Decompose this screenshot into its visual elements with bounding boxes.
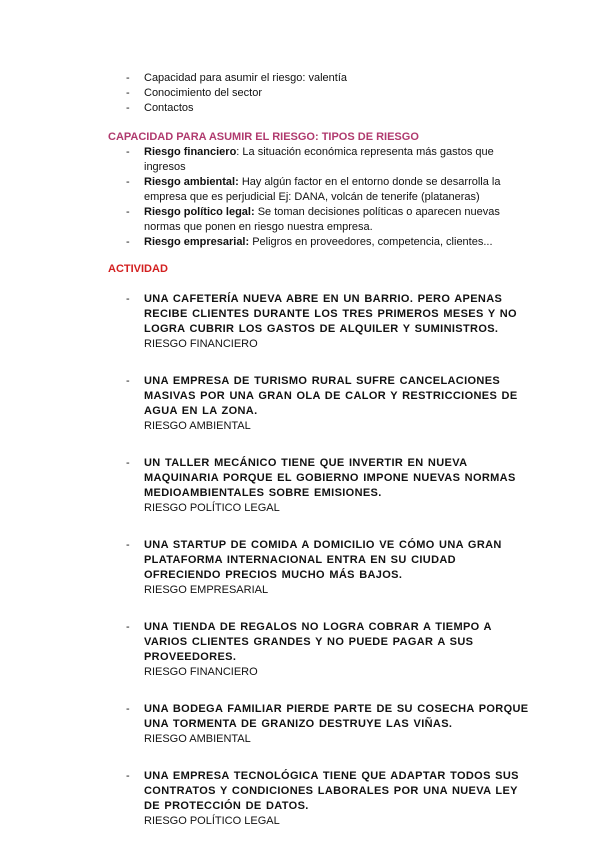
risk-type-item <box>0 145 600 175</box>
risk-type-description: Se toman decisiones políticas o aparecen nuevas normas que ponen en riesgo nuestra empresa. <box>144 206 500 233</box>
risk-type-item <box>0 235 600 250</box>
intro-item-text: Conocimiento del sector <box>144 87 263 99</box>
activity-item <box>0 620 600 680</box>
risk-type-description: Peligros en proveedores, competencia, clientes... <box>252 236 493 248</box>
activity-item <box>0 538 600 598</box>
activity-scenario: UNA STARTUP DE COMIDA A DOMICILIO VE CÓMO UNA GRAN PLATAFORMA INTERNACIONAL ENTRA EN SU CIUDAD OFRECIENDO PRECIOS MUCHO MÁS BAJOS. <box>144 539 502 581</box>
activity-heading: ACTIVIDAD <box>108 263 168 275</box>
activity-scenario: UNA CAFETERÍA NUEVA ABRE EN UN BARRIO. PERO APENAS RECIBE CLIENTES DURANTE LOS TRES PRIMEROS MESES Y NO LOGRA CUBRIR LOS GASTOS DE ALQUILER Y SUMINISTROS. <box>144 293 517 335</box>
activity-answer: RIESGO EMPRESARIAL <box>144 584 269 596</box>
intro-item <box>0 101 600 116</box>
activity-scenario: UNA BODEGA FAMILIAR PIERDE PARTE DE SU COSECHA PORQUE UNA TORMENTA DE GRANIZO DESTRUYE LAS VIÑAS. <box>144 703 529 730</box>
activity-answer: RIESGO POLÍTICO LEGAL <box>144 502 280 514</box>
activity-item <box>0 292 600 352</box>
activity-answer: RIESGO FINANCIERO <box>144 338 258 350</box>
risk-type-term: Riesgo ambiental: <box>144 176 239 188</box>
risk-types-list <box>0 145 600 250</box>
risk-type-separator: : <box>236 146 243 158</box>
activity-scenario: UN TALLER MECÁNICO TIENE QUE INVERTIR EN NUEVA MAQUINARIA PORQUE EL GOBIERNO IMPONE NUEVAS NORMAS MEDIOAMBIENTALES SOBRE EMISIONES. <box>144 457 516 499</box>
risk-type-description: Hay algún factor en el entorno donde se desarrolla la empresa que es perjudicial Ej: DANA, volcán de tenerife (plataneras) <box>144 176 501 203</box>
activity-list <box>0 292 600 851</box>
intro-item <box>0 71 600 86</box>
risk-type-description: La situación económica representa más gastos que ingresos <box>144 146 494 173</box>
activity-scenario: UNA EMPRESA DE TURISMO RURAL SUFRE CANCELACIONES MASIVAS POR UNA GRAN OLA DE CALOR Y RESTRICCIONES DE AGUA EN LA ZONA. <box>144 375 518 417</box>
activity-item <box>0 702 600 747</box>
activity-item <box>0 374 600 434</box>
activity-item <box>0 456 600 516</box>
risk-type-term: Riesgo financiero <box>144 146 237 158</box>
risk-types-heading: CAPACIDAD PARA ASUMIR EL RIESGO: TIPOS DE RIESGO <box>108 131 419 143</box>
activity-scenario: UNA TIENDA DE REGALOS NO LOGRA COBRAR A TIEMPO A VARIOS CLIENTES GRANDES Y NO PUEDE PAGAR A SUS PROVEEDORES. <box>144 621 492 663</box>
risk-type-term: Riesgo empresarial: <box>144 236 250 248</box>
activity-answer: RIESGO POLÍTICO LEGAL <box>144 815 280 827</box>
intro-item-text: Contactos <box>144 102 194 114</box>
intro-item <box>0 86 600 101</box>
intro-list <box>0 71 600 116</box>
activity-scenario: UNA EMPRESA TECNOLÓGICA TIENE QUE ADAPTAR TODOS SUS CONTRATOS Y CONDICIONES LABORALES POR UNA NUEVA LEY DE PROTECCIÓN DE DATOS. <box>144 770 519 812</box>
risk-type-item <box>0 205 600 235</box>
activity-item <box>0 769 600 829</box>
activity-answer: RIESGO FINANCIERO <box>144 666 258 678</box>
activity-answer: RIESGO AMBIENTAL <box>144 733 251 745</box>
risk-type-term: Riesgo político legal: <box>144 206 255 218</box>
intro-item-text: Capacidad para asumir el riesgo: valentía <box>144 72 348 84</box>
activity-answer: RIESGO AMBIENTAL <box>144 420 251 432</box>
risk-type-item <box>0 175 600 205</box>
